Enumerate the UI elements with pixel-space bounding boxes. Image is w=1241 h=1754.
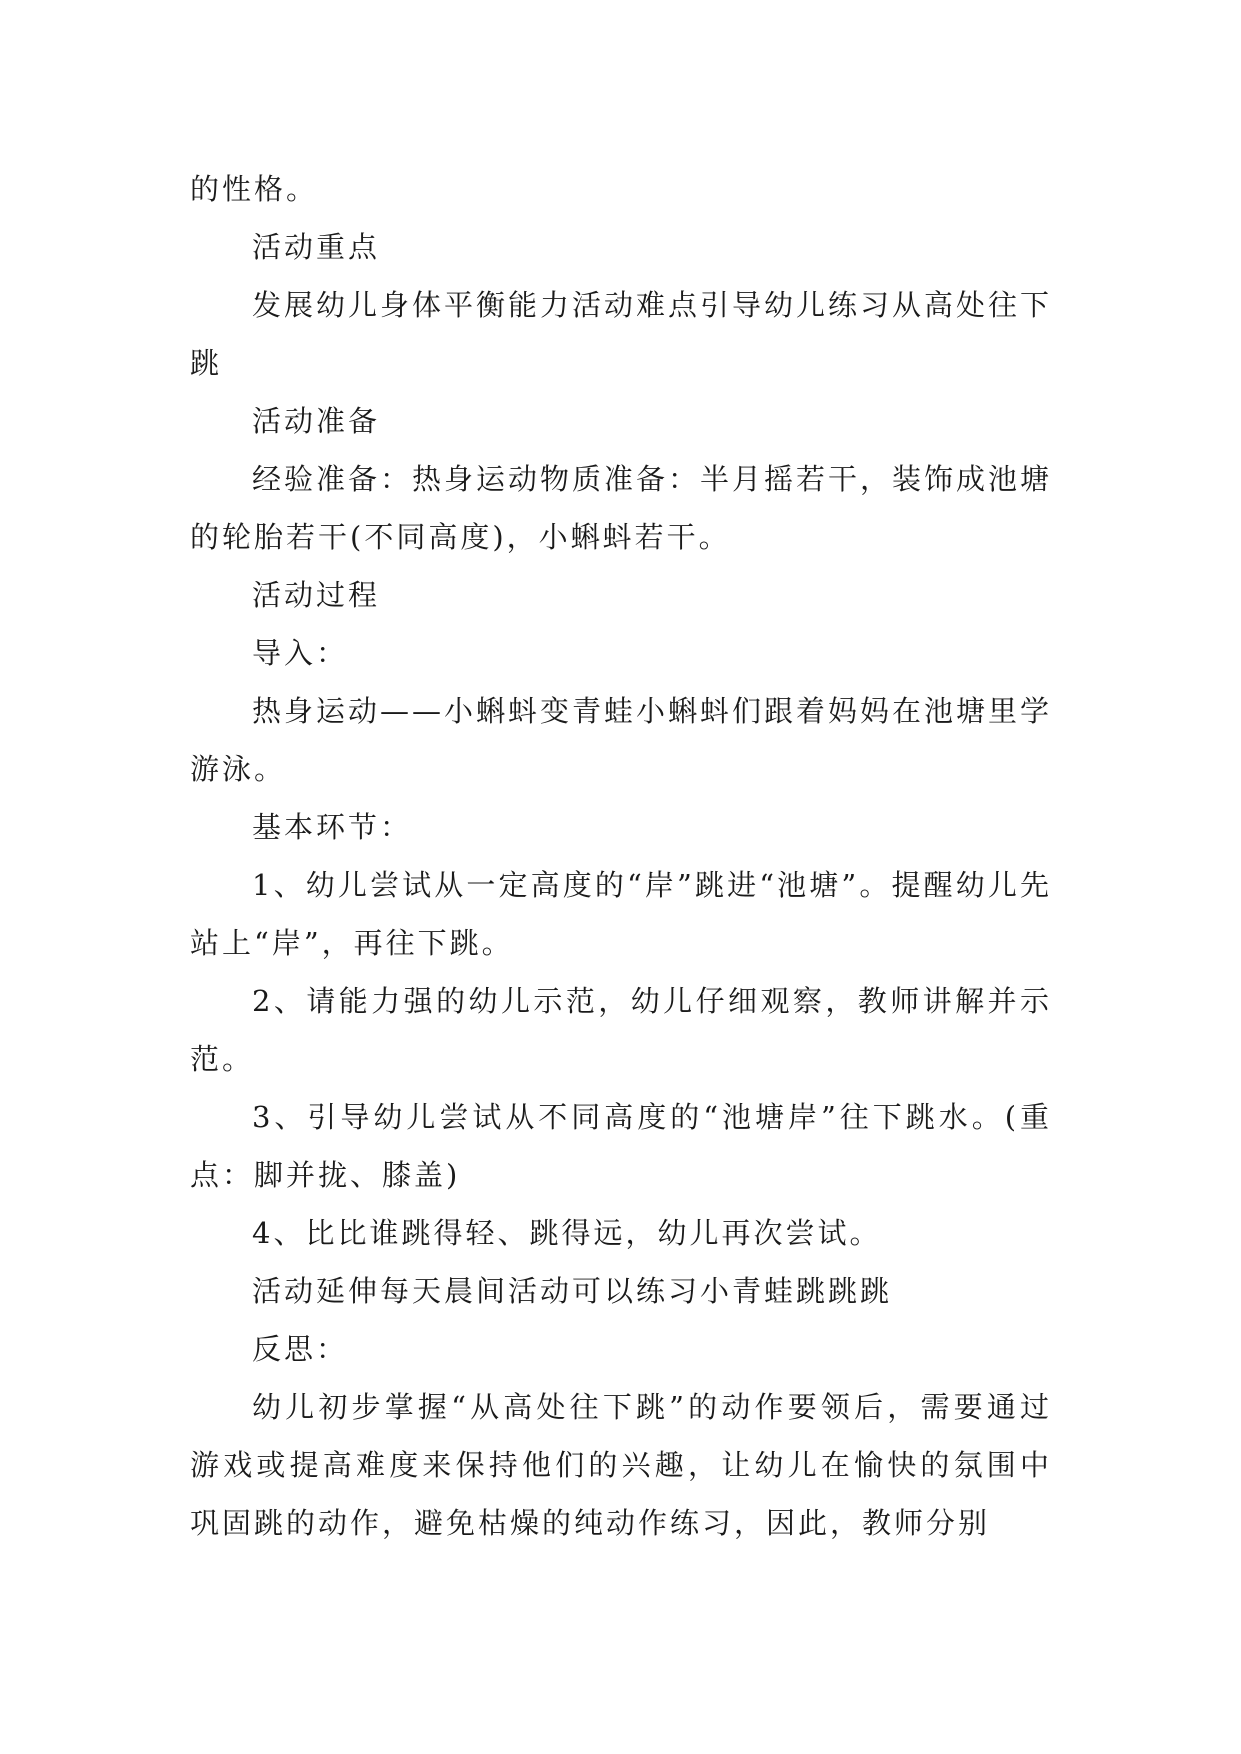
paragraph: 活动延伸每天晨间活动可以练习小青蛙跳跳跳 [252, 1274, 893, 1308]
paragraph: 发展幼儿身体平衡能力活动难点引导幼儿练习从高处往下跳 [190, 288, 1053, 380]
section-heading: 活动过程 [252, 578, 381, 612]
section-heading: 活动准备 [252, 404, 381, 438]
document-body [190, 160, 1052, 1552]
paragraph: 热身运动——小蝌蚪变青蛙小蝌蚪们跟着妈妈在池塘里学游泳。 [190, 694, 1053, 786]
list-item: 4、比比谁跳得轻、跳得远，幼儿再次尝试。 [252, 1216, 882, 1250]
paragraph: 幼儿初步掌握“从高处往下跳”的动作要领后，需要通过游戏或提高难度来保持他们的兴趣，让幼儿在愉快的氛围中巩固跳的动作，避免枯燥的纯动作练习，因此，教师分别 [190, 1390, 1052, 1540]
list-item: 2、请能力强的幼儿示范，幼儿仔细观察，教师讲解并示范。 [190, 984, 1052, 1076]
paragraph: 反思： [252, 1332, 349, 1366]
paragraph: 导入： [252, 636, 349, 670]
paragraph: 经验准备：热身运动物质准备：半月摇若干，装饰成池塘的轮胎若干(不同高度)，小蝌蚪若干。 [190, 462, 1053, 554]
paragraph: 基本环节： [252, 810, 413, 844]
section-heading: 活动重点 [252, 230, 381, 264]
list-item: 1、幼儿尝试从一定高度的“岸”跳进“池塘”。提醒幼儿先站上“岸”，再往下跳。 [190, 868, 1052, 960]
list-item: 3、引导幼儿尝试从不同高度的“池塘岸”往下跳水。(重点：脚并拢、膝盖) [190, 1100, 1052, 1192]
paragraph: 的性格。 [190, 172, 319, 206]
